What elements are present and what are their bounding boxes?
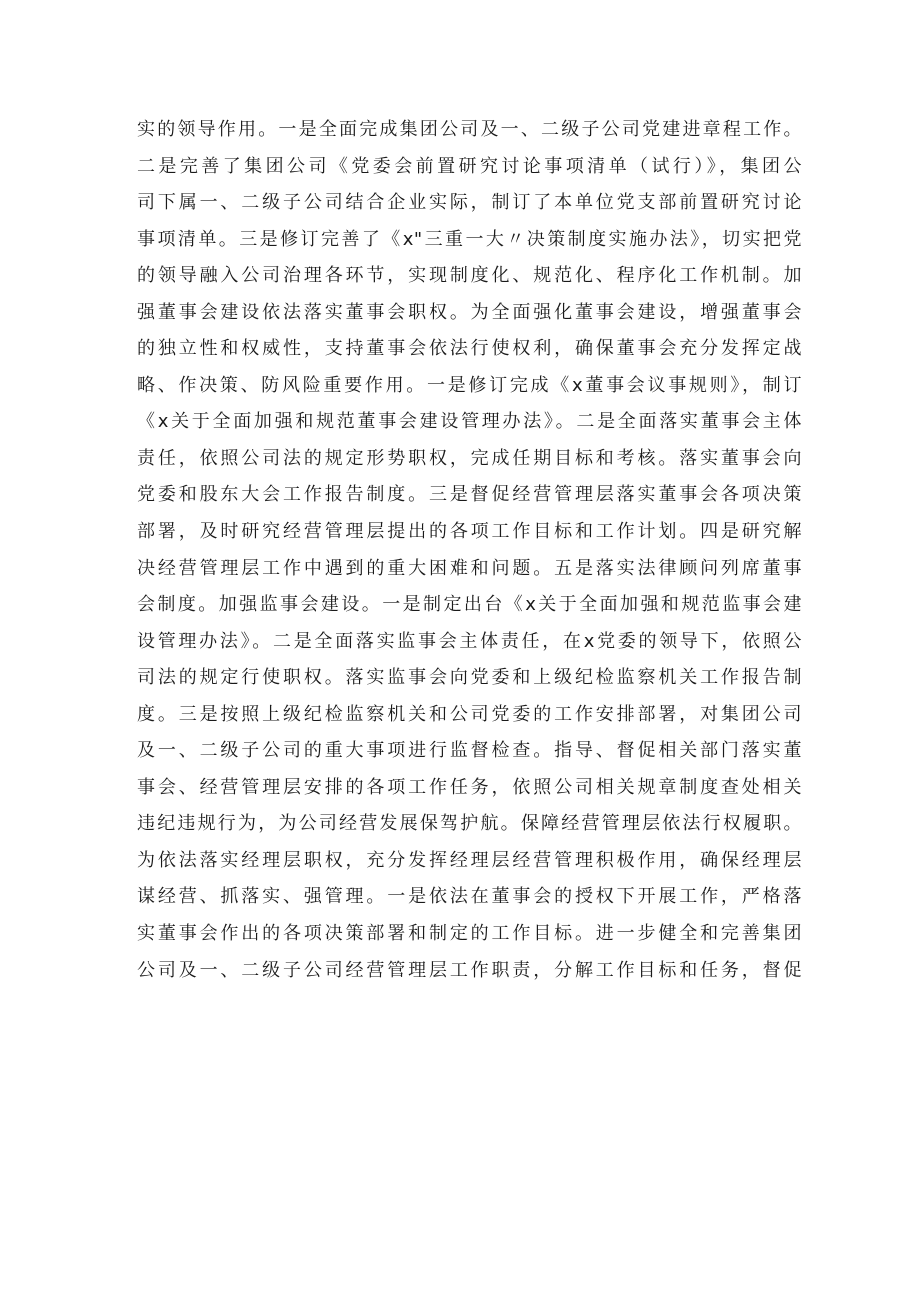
text-line: 谋经营、抓落实、强管理。一是依法在董事会的授权下开展工作，严格落	[137, 886, 802, 908]
text-line: 实董事会作出的各项决策部署和制定的工作目标。进一步健全和完善集团	[137, 923, 802, 945]
text-line: 事会、经营管理层安排的各项工作任务，依照公司相关规章制度查处相关	[137, 776, 802, 798]
text-line: 略、作决策、防风险重要作用。一是修订完成《x董事会议事规则》，制订	[137, 374, 802, 396]
body-text	[137, 112, 802, 989]
text-line: 设管理办法》。二是全面落实监事会主体责任，在x党委的领导下，依照公	[137, 630, 802, 652]
text-line: 为依法落实经理层职权，充分发挥经理层经营管理积极作用，确保经理层	[137, 849, 802, 871]
text-line: 的领导融入公司治理各环节，实现制度化、规范化、程序化工作机制。加	[137, 265, 802, 287]
text-line: 实的领导作用。一是全面完成集团公司及一、二级子公司党建进章程工作。	[137, 119, 802, 140]
text-line: 及一、二级子公司的重大事项进行监督检查。指导、督促相关部门落实董	[137, 740, 802, 762]
text-line: 的独立性和权威性，支持董事会依法行使权利，确保董事会充分发挥定战	[137, 338, 802, 360]
text-line: 违纪违规行为，为公司经营发展保驾护航。保障经营管理层依法行权履职。	[137, 813, 802, 835]
text-line: 《x关于全面加强和规范董事会建设管理办法》。二是全面落实董事会主体	[137, 411, 802, 433]
text-line: 会制度。加强监事会建设。一是制定出台《x关于全面加强和规范监事会建	[137, 594, 802, 616]
text-line: 司法的规定行使职权。落实监事会向党委和上级纪检监察机关工作报告制	[137, 667, 802, 689]
text-line: 度。三是按照上级纪检监察机关和公司党委的工作安排部署，对集团公司	[137, 703, 802, 725]
text-line: 责任，依照公司法的规定形势职权，完成任期目标和考核。落实董事会向	[137, 447, 802, 469]
text-line: 司下属一、二级子公司结合企业实际，制订了本单位党支部前置研究讨论	[137, 192, 802, 214]
text-line: 党委和股东大会工作报告制度。三是督促经营管理层落实董事会各项决策	[137, 484, 802, 506]
text-line: 公司及一、二级子公司经营管理层工作职责，分解工作目标和任务，督促	[137, 959, 802, 981]
text-line: 决经营管理层工作中遇到的重大困难和问题。五是落实法律顾问列席董事	[137, 557, 802, 579]
text-line: 强董事会建设依法落实董事会职权。为全面强化董事会建设，增强董事会	[137, 301, 802, 323]
text-line: 事项清单。三是修订完善了《x"三重一大〃决策制度实施办法》，切实把党	[137, 228, 802, 250]
text-line: 二是完善了集团公司《党委会前置研究讨论事项清单（试行）》，集团公	[137, 155, 802, 177]
text-line: 部署，及时研究经营管理层提出的各项工作目标和工作计划。四是研究解	[137, 521, 802, 543]
